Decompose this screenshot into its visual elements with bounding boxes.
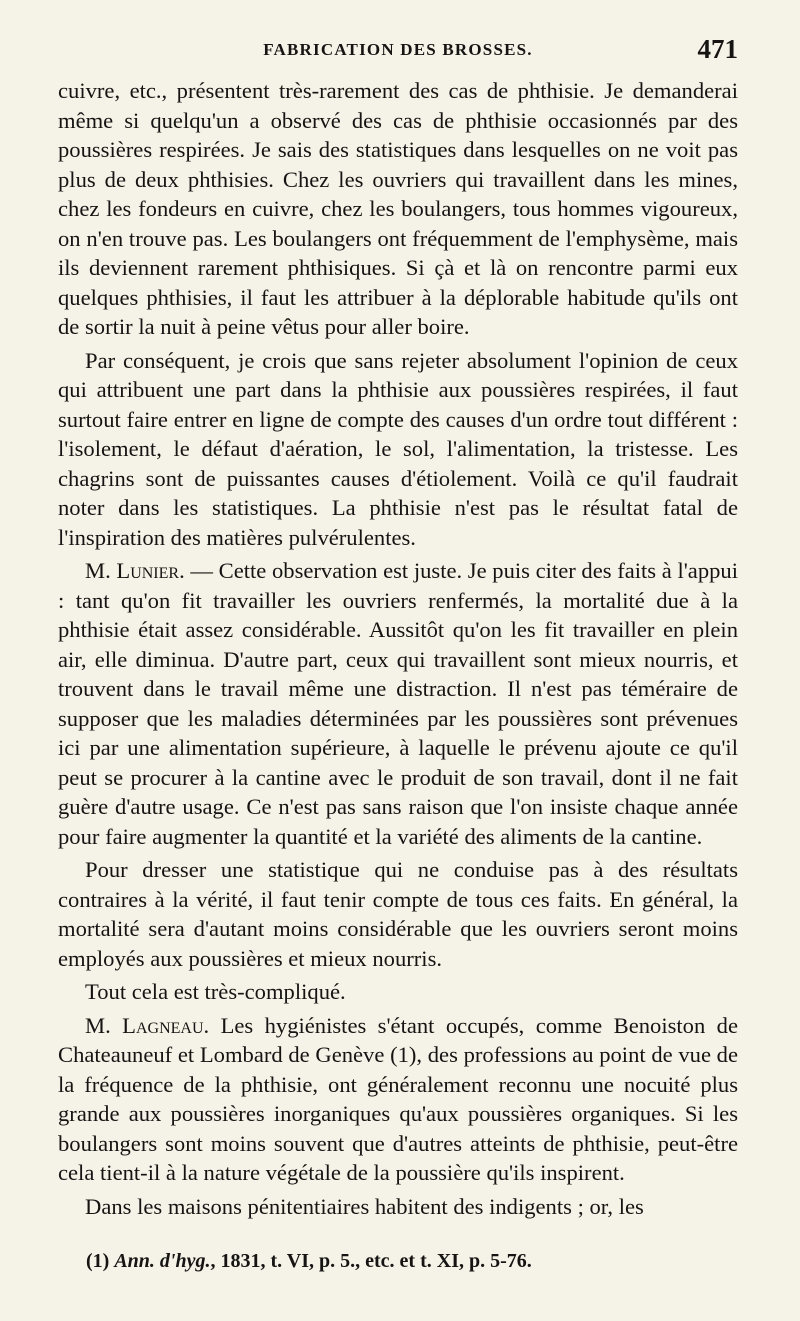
paragraph: Pour dresser une statistique qui ne conduise pas à des résultats contraires à la vérité, il faut tenir compte de tous ces faits. En général, la mortalité sera d'autant moins considérable que les ouvriers seront moins employés aux poussières et mieux nourris. — [58, 857, 738, 971]
paragraph-text: Les hygiénistes s'étant occupés, comme Benoiston de Chateauneuf et Lombard de Genève (1), des professions au point de vue de la fréquence de la phthisie, ont généralement reconnu une nocuité plus grande aux poussières inorganiques qu'aux poussières organiques. Si les boulangers sont moins souvent que d'autres atteints de phthisie, peut-être cela tient-il à la nature végétale de la poussière qu'ils inspirent. — [58, 1012, 738, 1185]
speaker-name: M. Lunier. — [85, 558, 185, 583]
paragraph-text: — Cette observation est juste. Je puis citer des faits à l'appui : tant qu'on fit travailler les ouvriers renfermés, la mortalité due à la phthisie était assez considérable. Aussitôt qu'on les fit travailler en plein air, elle diminua. D'autre part, ceux qui travaillent sont mieux nourris, et trouvent dans le travail même une distraction. Il n'est pas téméraire de supposer que les maladies déterminées par les poussières sont prévenues ici par une alimentation supérieure, à laquelle le prévenu ajoute ce qu'il peut se procurer à la cantine avec le produit de son travail, dont il ne fait guère d'autre usage. Ce n'est pas sans raison que l'on insiste chaque année pour faire augmenter la quantité et la variété des aliments de la cantine. — [58, 558, 738, 849]
footnote — [86, 1250, 706, 1273]
footnote-journal: Ann. d'hyg. — [114, 1250, 211, 1272]
speaker-name: M. Lagneau. — [85, 1012, 210, 1038]
page-number: 471 — [697, 34, 738, 64]
paragraph — [58, 1011, 738, 1188]
paragraph: Tout cela est très-compliqué. — [85, 979, 346, 1004]
footnote-reference: , 1831, t. VI, p. 5., etc. et t. XI, p. 5-76. — [210, 1250, 532, 1272]
running-head: FABRICATION DES BROSSES. — [263, 40, 533, 59]
paragraph: cuivre, etc., présentent très-rarement des cas de phthisie. Je demanderai même si quelqu'un a observé des cas de phthisie occasionnés par des poussières respirées. Je sais des statistiques dans lesquelles on ne voit pas plus de deux phthisies. Chez les ouvriers qui travaillent dans les mines, chez les fondeurs en cuivre, chez les boulangers, tous hommes vigoureux, on n'en trouve pas. Les boulangers ont fréquemment de l'emphysème, mais ils deviennent rarement phthisiques. Si çà et là on rencontre parmi eux quelques phthisies, il faut les attribuer à la déplorable habitude qu'ils ont de sortir la nuit à peine vêtus pour aller boire. — [58, 78, 738, 339]
footnote-marker: (1) — [86, 1250, 115, 1272]
page-header — [58, 30, 738, 70]
body-text — [58, 76, 738, 1225]
paragraph — [58, 556, 738, 851]
paragraph: Par conséquent, je crois que sans rejeter absolument l'opinion de ceux qui attribuent une part dans la phthisie aux poussières respirées, il faut surtout faire entrer en ligne de compte des causes d'un ordre tout différent : l'isolement, le défaut d'aération, le sol, l'alimentation, la tristesse. Les chagrins sont de puissantes causes d'étiolement. Voilà ce qu'il faudrait noter dans les statistiques. La phthisie n'est pas le résultat fatal de l'inspiration des matières pulvérulentes. — [58, 347, 738, 550]
paragraph: Dans les maisons pénitentiaires habitent des indigents ; or, les — [85, 1193, 644, 1219]
